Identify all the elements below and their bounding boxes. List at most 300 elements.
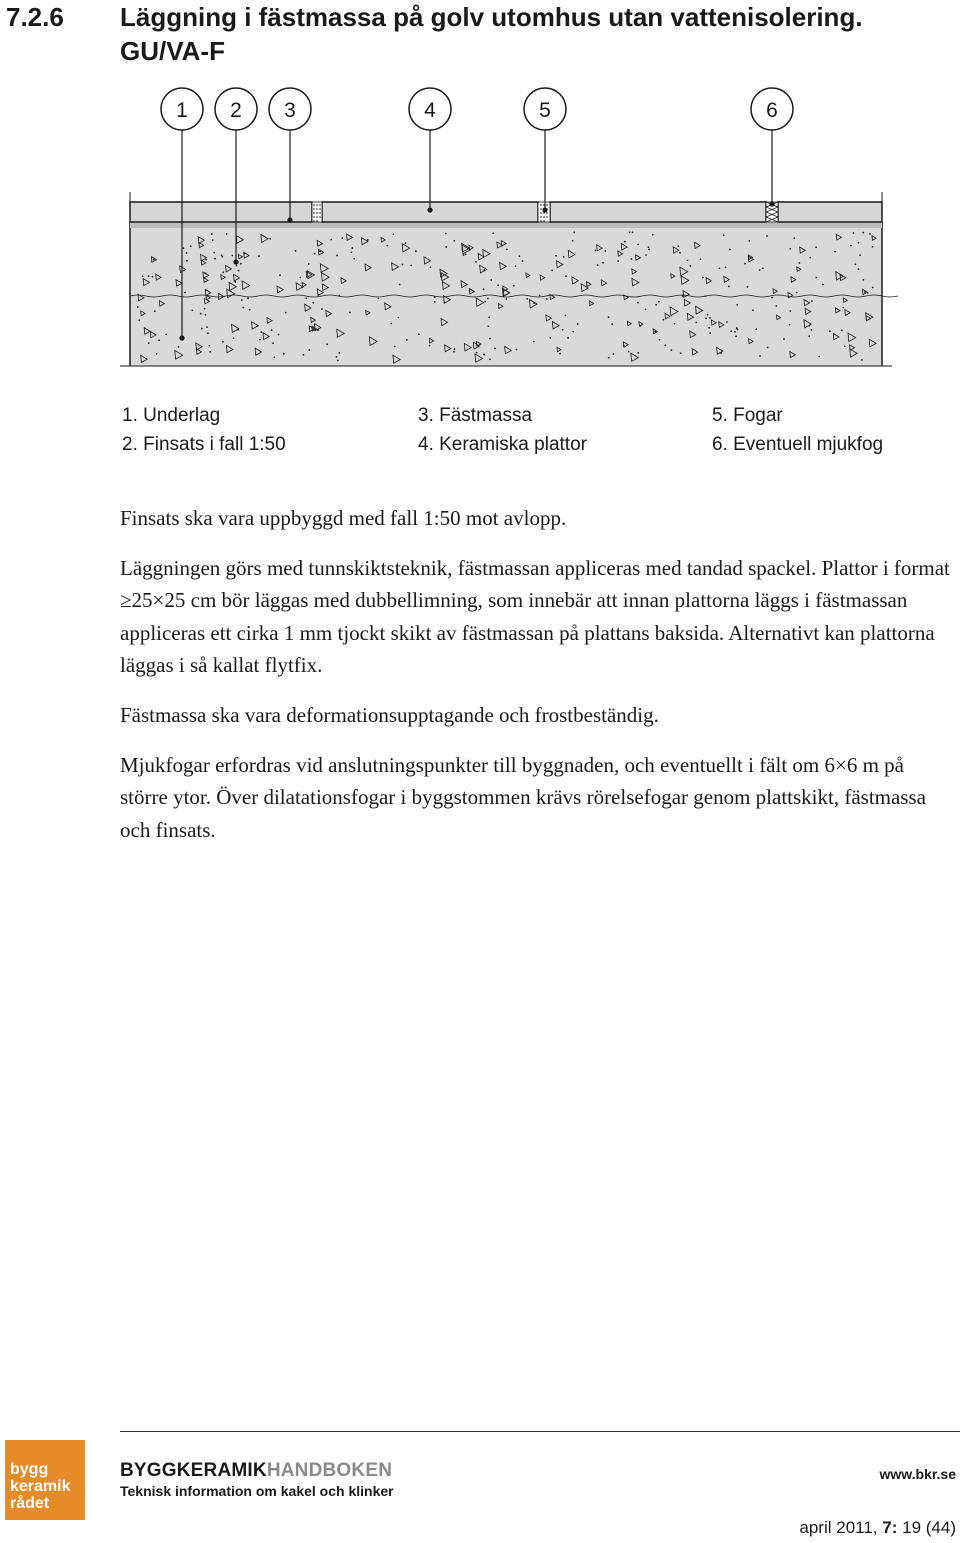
aggregate-dot xyxy=(811,300,813,302)
aggregate-dot xyxy=(209,345,211,347)
aggregate-dot xyxy=(330,239,332,241)
aggregate-dot xyxy=(551,270,553,272)
aggregate-dot xyxy=(515,265,517,267)
aggregate-dot xyxy=(154,310,156,312)
aggregate-dot xyxy=(522,260,524,262)
aggregate-dot xyxy=(612,353,614,355)
aggregate-dot xyxy=(226,233,228,235)
aggregate-dot xyxy=(747,286,749,288)
aggregate-dot xyxy=(392,233,394,235)
aggregate-dot xyxy=(247,297,249,299)
legend-item-fastmassa: 3. Fästmassa xyxy=(418,405,533,426)
aggregate-dot xyxy=(748,240,750,242)
aggregate-dot xyxy=(338,295,340,297)
aggregate-dot xyxy=(734,331,736,333)
aggregate-dot xyxy=(793,237,795,239)
callout-dot-6 xyxy=(769,201,774,206)
aggregate-dot xyxy=(572,240,574,242)
aggregate-dot xyxy=(844,345,846,347)
aggregate-dot xyxy=(662,319,664,321)
aggregate-dot xyxy=(562,329,564,331)
aggregate-dot xyxy=(687,259,689,261)
aggregate-dot xyxy=(487,325,489,327)
aggregate-dot xyxy=(148,342,150,344)
aggregate-dot xyxy=(351,247,353,249)
aggregate-dot xyxy=(295,250,297,252)
aggregate-dot xyxy=(490,279,492,281)
aggregate-dot xyxy=(677,245,679,247)
joint-fill-dot xyxy=(316,216,318,218)
aggregate-dot xyxy=(312,302,314,304)
joint-fill-dot xyxy=(316,208,318,210)
aggregate-dot xyxy=(386,245,388,247)
aggregate-dot xyxy=(494,347,496,349)
logo-line-1: bygg xyxy=(10,1461,49,1478)
aggregate-dot xyxy=(367,239,369,241)
aggregate-dot xyxy=(336,255,338,257)
aggregate-dot xyxy=(762,267,764,269)
heading xyxy=(0,0,960,70)
aggregate-dot xyxy=(546,298,548,300)
aggregate-dot xyxy=(815,277,817,279)
aggregate-dot xyxy=(810,329,812,331)
aggregate-dot xyxy=(165,333,167,335)
aggregate-dot xyxy=(476,352,478,354)
aggregate-dot xyxy=(465,253,467,255)
aggregate-dot xyxy=(565,315,567,317)
aggregate-dot xyxy=(258,255,260,257)
aggregate-dot xyxy=(680,352,682,354)
aggregate-dot xyxy=(565,275,567,277)
aggregate-dot xyxy=(736,304,738,306)
aggregate-dot xyxy=(808,335,810,337)
aggregate-dot xyxy=(658,301,660,303)
joint-fill-dot xyxy=(313,220,315,222)
joint-fill-dot xyxy=(540,212,542,214)
page-info xyxy=(799,1518,956,1538)
aggregate-dot xyxy=(648,248,650,250)
aggregate-dot xyxy=(238,270,240,272)
aggregate-dot xyxy=(209,351,211,353)
aggregate-dot xyxy=(767,347,769,349)
tile-layer xyxy=(130,192,882,222)
aggregate-dot xyxy=(567,337,569,339)
joint-fill-dot xyxy=(319,208,321,210)
aggregate-dot xyxy=(269,238,271,240)
aggregate-dot xyxy=(659,339,661,341)
aggregate-dot xyxy=(853,232,855,234)
aggregate-dot xyxy=(506,298,508,300)
joint-fill-dot xyxy=(316,204,318,206)
aggregate-dot xyxy=(184,292,186,294)
aggregate-dot xyxy=(236,265,238,267)
callout-number-6: 6 xyxy=(766,99,778,122)
aggregate-dot xyxy=(206,326,208,328)
aggregate-dot xyxy=(314,253,316,255)
aggregate-dot xyxy=(563,256,565,258)
aggregate-dot xyxy=(351,251,353,253)
aggregate-dot xyxy=(318,294,320,296)
aggregate-dot xyxy=(156,353,158,355)
joint-fill-dot xyxy=(540,216,542,218)
aggregate-dot xyxy=(617,260,619,262)
page-chapter: 7: xyxy=(882,1518,898,1537)
aggregate-dot xyxy=(850,245,852,247)
body-text xyxy=(120,502,956,863)
aggregate-dot xyxy=(862,232,864,234)
aggregate-dot xyxy=(513,285,515,287)
aggregate-dot xyxy=(608,357,610,359)
aggregate-dot xyxy=(483,269,485,271)
aggregate-dot xyxy=(321,308,323,310)
aggregate-dot xyxy=(730,330,732,332)
aggregate-dot xyxy=(483,288,485,290)
aggregate-dot xyxy=(233,337,235,339)
aggregate-dot xyxy=(152,276,154,278)
aggregate-dot xyxy=(204,308,206,310)
aggregate-dot xyxy=(736,327,738,329)
joint-fill-dot xyxy=(313,208,315,210)
aggregate-dot xyxy=(689,265,691,267)
joint-fill-dot xyxy=(543,220,545,222)
aggregate-dot xyxy=(796,292,798,294)
aggregate-dot xyxy=(789,324,791,326)
aggregate-dot xyxy=(192,309,194,311)
aggregate-dot xyxy=(200,313,202,315)
aggregate-dot xyxy=(475,261,477,263)
aggregate-dot xyxy=(728,286,730,288)
aggregate-dot xyxy=(285,312,287,314)
aggregate-dot xyxy=(720,352,722,354)
legend-item-underlag: 1. Underlag xyxy=(122,405,221,426)
aggregate-dot xyxy=(864,291,866,293)
aggregate-dot xyxy=(822,284,824,286)
aggregate-dot xyxy=(809,257,811,259)
aggregate-dot xyxy=(222,271,224,273)
aggregate-dot xyxy=(337,336,339,338)
aggregate-dot xyxy=(308,349,310,351)
aggregate-dot xyxy=(506,248,508,250)
aggregate-dot xyxy=(489,358,491,360)
aggregate-dot xyxy=(858,268,860,270)
joint-fill-dot xyxy=(313,216,315,218)
legend-item-finsats: 2. Finsats i fall 1:50 xyxy=(122,434,286,455)
aggregate-dot xyxy=(221,256,223,258)
aggregate-dot xyxy=(222,341,224,343)
logo-line-2: keramik xyxy=(10,1478,71,1495)
aggregate-dot xyxy=(597,264,599,266)
aggregate-dot xyxy=(272,342,274,344)
aggregate-dot xyxy=(709,332,711,334)
callout-dot-3 xyxy=(287,217,292,222)
aggregate-dot xyxy=(725,266,727,268)
aggregate-dot xyxy=(702,277,704,279)
aggregate-dot xyxy=(867,292,869,294)
aggregate-dot xyxy=(326,343,328,345)
aggregate-dot xyxy=(283,353,285,355)
aggregate-dot xyxy=(279,274,281,276)
aggregate-dot xyxy=(726,321,728,323)
aggregate-dot xyxy=(723,234,725,236)
aggregate-dot xyxy=(624,241,626,243)
aggregate-dot xyxy=(629,231,631,233)
callout-number-2: 2 xyxy=(230,99,242,122)
aggregate-dot xyxy=(664,344,666,346)
aggregate-dot xyxy=(213,252,215,254)
paragraph-laggning: Läggningen görs med tunnskiktsteknik, fästmassan appliceras med tandad spackel. Plattor i format ≥25×25 cm bör läggas med dubbellimning, som innebär att innan plattorna läggs i fästmassan appliceras ett cirka 1 mm tjockt skikt av fästmassan på plattans baksida. Alternativt kan plattorna läggas i så kallat flytfix. xyxy=(120,555,950,678)
aggregate-dot xyxy=(869,233,871,235)
aggregate-dot xyxy=(709,317,711,319)
aggregate-dot xyxy=(338,352,340,354)
aggregate-dot xyxy=(234,281,236,283)
aggregate-dot xyxy=(673,323,675,325)
aggregate-dot xyxy=(445,246,447,248)
section-number: 7.2.6 xyxy=(6,2,64,32)
aggregate-dot xyxy=(394,346,396,348)
paragraph-finsats: Finsats ska vara uppbyggd med fall 1:50 mot avlopp. xyxy=(120,506,567,530)
aggregate-dot xyxy=(212,239,214,241)
aggregate-dot xyxy=(434,296,436,298)
aggregate-dot xyxy=(453,351,455,353)
aggregate-dot xyxy=(637,302,639,304)
aggregate-dot xyxy=(453,240,455,242)
logo-line-3: rådet xyxy=(10,1495,50,1512)
aggregate-dot xyxy=(249,309,251,311)
aggregate-dot xyxy=(834,251,836,253)
aggregate-dot xyxy=(719,267,721,269)
aggregate-dot xyxy=(708,327,710,329)
aggregate-dot xyxy=(631,258,633,260)
aggregate-dot xyxy=(602,262,604,264)
aggregate-dot xyxy=(232,255,234,257)
aggregate-dot xyxy=(637,243,639,245)
joint-fill-dot xyxy=(316,220,318,222)
joint-fill-dot xyxy=(540,208,542,210)
joint-fill-dot xyxy=(313,204,315,206)
aggregate-dot xyxy=(138,319,140,321)
callout-dot-2 xyxy=(233,259,238,264)
byggkeramikradet-logo xyxy=(5,1440,85,1520)
aggregate-dot xyxy=(872,287,874,289)
aggregate-dot xyxy=(260,331,262,333)
aggregate-dot xyxy=(305,297,307,299)
aggregate-dot xyxy=(349,312,351,314)
aggregate-dot xyxy=(308,263,310,265)
handbook-subtitle: Teknisk information om kakel och klinker xyxy=(120,1483,394,1499)
callout-dot-1 xyxy=(179,335,184,340)
aggregate-dot xyxy=(695,322,697,324)
aggregate-dot xyxy=(205,259,207,261)
aggregate-dot xyxy=(492,232,494,234)
brand-light: HANDBOKEN xyxy=(266,1460,393,1481)
aggregate-dot xyxy=(237,329,239,331)
footer-divider xyxy=(120,1431,960,1432)
aggregate-dot xyxy=(278,334,280,336)
website-link[interactable]: www.bkr.se xyxy=(879,1466,956,1482)
aggregate-dot xyxy=(729,249,731,251)
aggregate-dot xyxy=(854,263,856,265)
aggregate-dot xyxy=(399,284,401,286)
aggregate-dot xyxy=(353,258,355,260)
legend xyxy=(0,405,960,465)
aggregate-dot xyxy=(771,297,773,299)
aggregate-dot xyxy=(654,331,656,333)
aggregate-dot xyxy=(377,297,379,299)
ceramic-tile-4 xyxy=(778,202,882,222)
aggregate-dot xyxy=(859,254,861,256)
aggregate-dot xyxy=(640,325,642,327)
aggregate-dot xyxy=(707,314,709,316)
aggregate-dot xyxy=(178,346,180,348)
aggregate-dot xyxy=(872,246,874,248)
aggregate-dot xyxy=(841,329,843,331)
aggregate-dot xyxy=(337,360,339,362)
callout-dot-5 xyxy=(542,207,547,212)
aggregate-dot xyxy=(679,252,681,254)
aggregate-dot xyxy=(861,359,863,361)
aggregate-dot xyxy=(484,301,486,303)
aggregate-dot xyxy=(533,341,535,343)
aggregate-dot xyxy=(648,246,650,248)
substrate-layer xyxy=(120,222,898,366)
aggregate-dot xyxy=(608,316,610,318)
aggregate-dot xyxy=(405,242,407,244)
aggregate-dot xyxy=(577,323,579,325)
aggregate-dot xyxy=(704,295,706,297)
aggregate-dot xyxy=(434,301,436,303)
aggregate-dot xyxy=(317,329,319,331)
aggregate-dot xyxy=(319,250,321,252)
aggregate-dot xyxy=(862,279,864,281)
aggregate-dot xyxy=(445,233,447,235)
page-number: 19 (44) xyxy=(902,1518,956,1537)
aggregate-dot xyxy=(798,262,800,264)
aggregate-dot xyxy=(497,284,499,286)
aggregate-dot xyxy=(487,298,489,300)
aggregate-dot xyxy=(186,252,188,254)
aggregate-dot xyxy=(670,349,672,351)
aggregate-dot xyxy=(682,295,684,297)
aggregate-dot xyxy=(549,337,551,339)
page-subtitle-code: GU/VA-F xyxy=(120,36,225,66)
aggregate-dot xyxy=(744,263,746,265)
aggregate-dot xyxy=(142,275,144,277)
aggregate-dot xyxy=(299,277,301,279)
aggregate-dot xyxy=(214,258,216,260)
joint-fill-dot xyxy=(319,204,321,206)
ceramic-tile-1 xyxy=(130,202,312,222)
paragraph-mjukfogar: Mjukfogar erfordras vid anslutningspunkter till byggnaden, och eventuellt i fält om 6×6 m på större ytor. Över dilatationsfogar i byggstommen krävs rörelsefogar genom plattskikt, fästmassa och finsats. xyxy=(120,752,926,842)
aggregate-dot xyxy=(454,348,456,350)
aggregate-dot xyxy=(645,308,647,310)
aggregate-dot xyxy=(595,250,597,252)
aggregate-dot xyxy=(573,232,575,234)
aggregate-dot xyxy=(302,354,304,356)
paragraph-fastmassa: Fästmassa ska vara deformationsupptagande och frostbeständig. xyxy=(120,702,659,727)
aggregate-dot xyxy=(430,266,432,268)
aggregate-dot xyxy=(842,307,844,309)
aggregate-dot xyxy=(808,325,810,327)
aggregate-dot xyxy=(632,231,634,233)
aggregate-dot xyxy=(572,331,574,333)
aggregate-dot xyxy=(829,330,831,332)
aggregate-dot xyxy=(240,263,242,265)
aggregate-dot xyxy=(766,235,768,237)
joint-fill-dot xyxy=(313,212,315,214)
joint-fill-dot xyxy=(316,212,318,214)
aggregate-dot xyxy=(705,317,707,319)
aggregate-dot xyxy=(789,248,791,250)
aggregate-dot xyxy=(555,255,557,257)
aggregate-dot xyxy=(190,245,192,247)
legend-item-fogar: 5. Fogar xyxy=(712,405,783,426)
aggregate-dot xyxy=(789,310,791,312)
page-title: Läggning i fästmassa på golv utomhus utan vattenisolering. xyxy=(120,2,863,32)
aggregate-dot xyxy=(735,335,737,337)
joint-fill-dot xyxy=(319,212,321,214)
aggregate-dot xyxy=(241,299,243,301)
aggregate-dot xyxy=(390,323,392,325)
aggregate-dot xyxy=(539,295,541,297)
aggregate-dot xyxy=(186,260,188,262)
callout-dot-4 xyxy=(427,207,432,212)
aggregate-dot xyxy=(336,356,338,358)
aggregate-dot xyxy=(604,250,606,252)
aggregate-dot xyxy=(655,304,657,306)
aggregate-dot xyxy=(415,250,417,252)
aggregate-dot xyxy=(783,338,785,340)
aggregate-dot xyxy=(652,234,654,236)
floor-section-diagram xyxy=(0,80,960,380)
joint-fill-dot xyxy=(546,204,548,206)
aggregate-dot xyxy=(148,275,150,277)
aggregate-dot xyxy=(259,339,261,341)
handbook-brand xyxy=(120,1460,392,1482)
aggregate-dot xyxy=(418,333,420,335)
joint-fill-dot xyxy=(546,212,548,214)
joint-fill-dot xyxy=(546,216,548,218)
joint-fill-dot xyxy=(319,216,321,218)
aggregate-dot xyxy=(533,302,535,304)
aggregate-dot xyxy=(244,253,246,255)
aggregate-dot xyxy=(559,353,561,355)
aggregate-dot xyxy=(840,274,842,276)
aggregate-dot xyxy=(858,242,860,244)
aggregate-dot xyxy=(776,305,778,307)
aggregate-dot xyxy=(207,332,209,334)
joint-fill-dot xyxy=(543,216,545,218)
aggregate-dot xyxy=(645,254,647,256)
callout-number-3: 3 xyxy=(284,99,296,122)
aggregate-dot xyxy=(410,264,412,266)
aggregate-dot xyxy=(488,316,490,318)
aggregate-dot xyxy=(752,309,754,311)
aggregate-dot xyxy=(137,306,139,308)
aggregate-dot xyxy=(271,329,273,331)
aggregate-dot xyxy=(483,354,485,356)
joint-fill-dot xyxy=(540,220,542,222)
aggregate-dot xyxy=(623,345,625,347)
callout-number-4: 4 xyxy=(424,99,436,122)
callout-number-5: 5 xyxy=(539,99,551,122)
aggregate-dot xyxy=(183,247,185,249)
aggregate-dot xyxy=(429,345,431,347)
aggregate-dot xyxy=(406,339,408,341)
aggregate-dot xyxy=(700,258,702,260)
page-date: april 2011, xyxy=(799,1518,878,1537)
joint-fill-dot xyxy=(540,204,542,206)
aggregate-dot xyxy=(444,302,446,304)
